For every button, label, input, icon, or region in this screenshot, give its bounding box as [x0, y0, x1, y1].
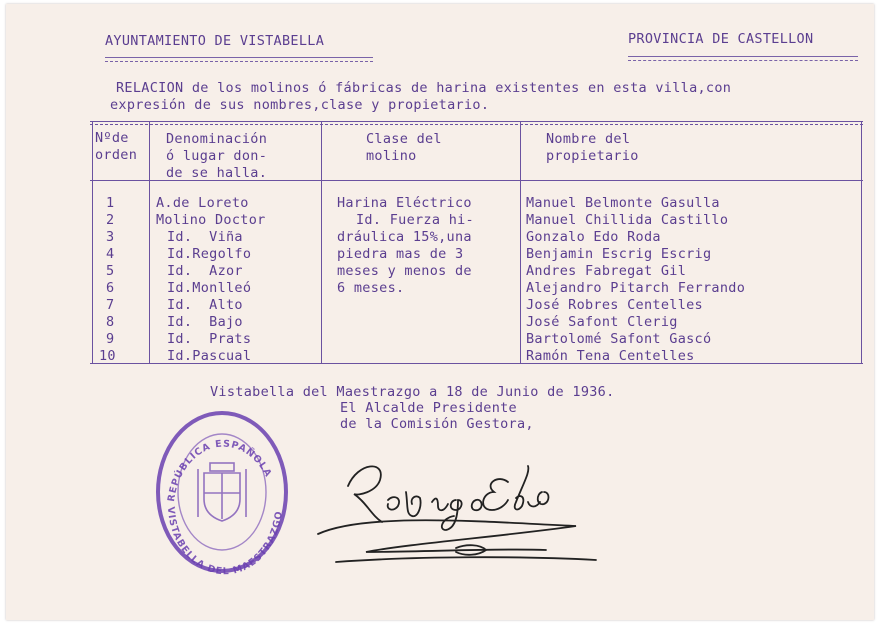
- row-owner: Ramón Tena Centelles: [526, 348, 695, 364]
- row-owner: Gonzalo Edo Roda: [526, 229, 661, 245]
- header-propietario-line: propietario: [546, 148, 639, 164]
- header-right-underline-2: [628, 60, 858, 61]
- table-col-line-1: [149, 121, 150, 364]
- row-number: 2: [106, 212, 115, 228]
- header-province: PROVINCIA DE CASTELLON: [628, 31, 814, 47]
- table-col-line-4: [861, 121, 862, 364]
- table-col-line-0: [92, 121, 93, 364]
- header-left-underline-2: [105, 61, 373, 62]
- header-denominacion-line: ó lugar don-: [166, 148, 268, 164]
- row-number: 4: [106, 246, 115, 262]
- header-clase-line: molino: [366, 148, 417, 164]
- row-number: 6: [106, 280, 115, 296]
- row-number: 5: [106, 263, 115, 279]
- clase-line: meses y menos de: [337, 263, 472, 279]
- row-place: Id.Pascual: [167, 348, 252, 364]
- header-denominacion-line: Denominación: [166, 131, 268, 147]
- row-place: Id. Alto: [167, 297, 243, 313]
- row-number: 10: [99, 348, 116, 364]
- row-place: A.de Loreto: [156, 195, 249, 211]
- row-owner: Manuel Belmonte Gasulla: [526, 195, 720, 211]
- clase-line: piedra mas de 3: [337, 246, 464, 262]
- document-page: [6, 4, 874, 620]
- row-place: Id. Azor: [167, 263, 243, 279]
- date-line: Vistabella del Maestrazgo a 18 de Junio de 1936.: [210, 384, 615, 400]
- handwritten-signature: [306, 452, 626, 582]
- svg-text:VISTABELLA DEL MAESTRAZGO: [165, 506, 285, 577]
- seal-top-text: REPÚBLICA ESPAÑOLA: [165, 438, 274, 503]
- header-orden-line: Nºde: [95, 130, 129, 146]
- intro-line-1: RELACION de los molinos ó fábricas de harina existentes en esta villa,con: [116, 80, 732, 96]
- header-orden-line: orden: [95, 147, 138, 163]
- row-owner: Manuel Chillida Castillo: [526, 212, 729, 228]
- header-propietario-line: Nombre del: [546, 131, 631, 147]
- signatory-title-2: de la Comisión Gestora,: [340, 416, 534, 432]
- header-left-underline: [105, 57, 373, 58]
- row-owner: José Safont Clerig: [526, 314, 678, 330]
- clase-line: Harina Eléctrico: [337, 195, 472, 211]
- seal-bottom-text: VISTABELLA DEL MAESTRAZGO: [164, 506, 285, 577]
- header-clase-line: Clase del: [366, 131, 442, 147]
- header-denominacion-line: de se halla.: [166, 165, 268, 181]
- table-top-border: [90, 121, 863, 122]
- row-owner: José Robres Centelles: [526, 297, 703, 313]
- intro-line-2: expresión de sus nombres,clase y propietario.: [110, 97, 490, 113]
- row-owner: Bartolomé Safont Gascó: [526, 331, 712, 347]
- table-col-line-2: [321, 121, 322, 364]
- row-number: 1: [106, 195, 115, 211]
- row-owner: Alejandro Pitarch Ferrando: [526, 280, 746, 296]
- table-top-border-2: [90, 124, 863, 125]
- row-owner: Andres Fabregat Gil: [526, 263, 687, 279]
- table-col-line-3: [520, 121, 521, 364]
- row-place: Id.Monlleó: [167, 280, 252, 296]
- header-municipality: AYUNTAMIENTO DE VISTABELLA: [105, 33, 325, 49]
- row-place: Id. Prats: [167, 331, 252, 347]
- header-right-underline: [628, 56, 858, 57]
- seal-coat-of-arms: [198, 463, 246, 521]
- row-place: Id. Bajo: [167, 314, 243, 330]
- clase-line: Id. Fuerza hi-: [356, 212, 474, 228]
- row-number: 7: [106, 297, 115, 313]
- row-place: Id.Regolfo: [167, 246, 252, 262]
- municipal-seal: [152, 407, 292, 577]
- row-number: 3: [106, 229, 115, 245]
- row-number: 9: [106, 331, 115, 347]
- row-owner: Benjamin Escrig Escrig: [526, 246, 712, 262]
- signatory-title-1: El Alcalde Presidente: [340, 400, 517, 416]
- row-place: Id. Viña: [167, 229, 243, 245]
- clase-line: dráulica 15%,una: [337, 229, 472, 245]
- clase-line: 6 meses.: [337, 280, 405, 296]
- row-place: Molino Doctor: [156, 212, 266, 228]
- row-number: 8: [106, 314, 115, 330]
